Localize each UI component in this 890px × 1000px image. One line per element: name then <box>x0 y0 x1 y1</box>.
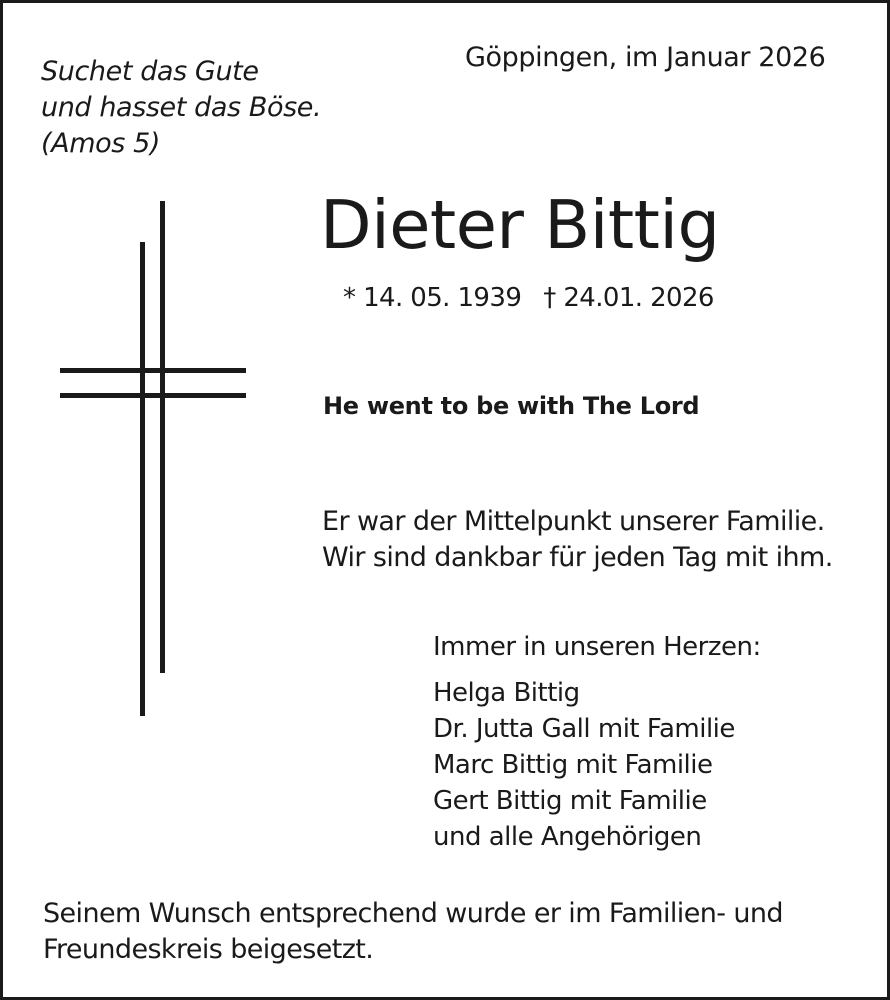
place-and-date: Göppingen, im Januar 2026 <box>465 42 826 73</box>
mourner-name: Gert Bittig mit Familie <box>433 786 707 816</box>
mourner-name: Helga Bittig <box>433 678 580 708</box>
closing-line: Freundeskreis beigesetzt. <box>43 934 374 965</box>
life-dates <box>343 283 714 313</box>
death-date: † 24.01. 2026 <box>543 283 714 313</box>
tagline: He went to be with The Lord <box>323 392 700 420</box>
closing-line: Seinem Wunsch entsprechend wurde er im Familien- und <box>43 898 783 929</box>
tribute-text <box>322 504 833 576</box>
double-line-cross-icon <box>0 0 260 730</box>
mourners-heading: Immer in unseren Herzen: <box>433 632 761 662</box>
tribute-line: Er war der Mittelpunkt unserer Familie. <box>322 506 825 537</box>
birth-date: * 14. 05. 1939 <box>343 283 522 313</box>
verse-reference: (Amos 5) <box>41 128 160 159</box>
mourner-name: Marc Bittig mit Familie <box>433 750 713 780</box>
tribute-line: Wir sind dankbar für jeden Tag mit ihm. <box>322 542 833 573</box>
mourner-name: und alle Angehörigen <box>433 822 702 852</box>
verse-line: Suchet das Gute <box>41 56 259 87</box>
mourner-name: Dr. Jutta Gall mit Familie <box>433 714 735 744</box>
deceased-name: Dieter Bittig <box>320 186 720 264</box>
closing-note <box>43 896 783 968</box>
mourners-list <box>433 629 761 855</box>
verse-line: und hasset das Böse. <box>41 92 322 123</box>
